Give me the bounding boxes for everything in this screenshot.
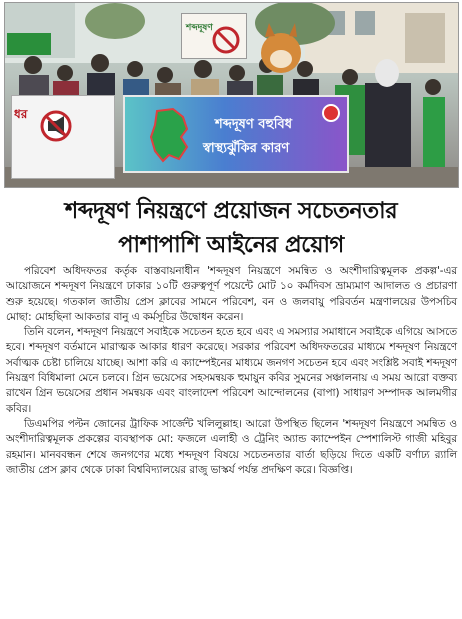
banner-line-2: স্বাস্থ্যঝুঁকির কারণ xyxy=(203,141,290,156)
article-paragraph-2: তিনি বলেন, শব্দদূষণ নিয়ন্ত্রণে সবাইকে সচেতন হতে হবে এবং এ সমস্যার সমাধানে সবাইকে এগিয়ে আসতে হবে। শব্দদূষণ বর্তমানে মারাত্মক আকার ধারণ করেছে। সরকার পরিবেশ অধিদফতরের মাধ্যমে শব্দদূষণ নিয়ন্ত্রণে সর্বাত্মক চেষ্টা চালিয়ে যাচ্ছে। আশা করি এ ক্যাম্পেইনের মাধ্যমে জনগণ সচেতন হবে এবং সংশ্লিষ্ট সবাই শব্দদূষণ নিয়ন্ত্রণ বিধিমালা মেনে চলবে। গ্রিন ভয়েসের সহসমন্বয়ক হুমায়ুন কবির সুমনের সঞ্চালনায় এ সময় আরো বক্তব্য রাখেন গ্রিন ভয়েসের প্রধান সমন্বয়ক এবং বাংলাদেশ পরিবেশ আন্দোলনের (বাপা) সাধারণ সম্পাদক আলমগীর কবির। xyxy=(6,326,457,415)
article-paragraph-1: পরিবেশ অধিদফতর কর্তৃক বাস্তবায়নাধীন 'শব্দদূষণ নিয়ন্ত্রণে সমন্বিত ও অংশীদারিত্বমূলক প্রকল্প'-এর আয়োজনে শব্দদূষণ নিয়ন্ত্রণে ঢাকার ১০টি গুরুত্বপূর্ণ পয়েন্টে মোট ১০ কর্মদিবস ভ্রাম্যমাণ আদালত ও প্রচারণা শুরু হয়েছে। গতকাল জাতীয় প্রেস ক্লাবের সামনে পরিবেশ, বন ও জলবায়ু পরিবর্তন মন্ত্রণালয়ের উপসচিব মোছা: মোহছিনা আকতার বানু এ কর্মসূচির উদ্বোধন করেন। xyxy=(6,265,457,323)
top-protest-sign xyxy=(181,13,247,59)
left-protest-sign xyxy=(11,95,115,179)
headline-line-2: পাশাপাশি আইনের প্রয়োগ xyxy=(118,232,344,258)
article-headline xyxy=(4,194,458,262)
article-body xyxy=(6,264,457,478)
rally-photo xyxy=(4,2,459,188)
no-horn-icon xyxy=(182,14,246,58)
top-sign-text: শব্দদূষণ xyxy=(186,23,213,33)
headline-line-1: শব্দদূষণ নিয়ন্ত্রণে প্রয়োজন সচেতনতার xyxy=(64,198,398,224)
article-paragraph-3: ডিএমপির পল্টন জোনের ট্রাফিক সার্জেন্ট খলিলুল্লাহ। আরো উপস্থিত ছিলেন 'শব্দদূষণ নিয়ন্ত্রণে সমন্বিত ও অংশীদারিত্বমূলক প্রকল্পের ব্যবস্থাপক মো: ফজলে এলাহী ও ট্রেনিং অ্যান্ড ক্যাম্পেইন স্পেশালিস্ট গাজী মহিবুর রহমান। মানববন্ধন শেষে জনগণের মধ্যে শব্দদূষণ বিষয়ে সচেতনতার বার্তা ছড়িয়ে দিতে একটি বর্ণাঢ্য র‍্যালি জাতীয় প্রেস ক্লাব থেকে ঢাকা বিশ্ববিদ্যালয়ের রাজু ভাস্কর্য পর্যন্ত প্রদক্ষিণ করে। বিজ্ঞপ্তি। xyxy=(6,417,457,476)
no-noise-icon xyxy=(12,96,114,178)
rally-banner xyxy=(123,95,349,173)
banner-line-1: শব্দদূষণ বহুবিধ xyxy=(215,117,292,132)
left-sign-text: ধর xyxy=(14,107,28,121)
bangladesh-map-icon xyxy=(143,107,195,163)
banner-logo-icon xyxy=(321,103,341,123)
